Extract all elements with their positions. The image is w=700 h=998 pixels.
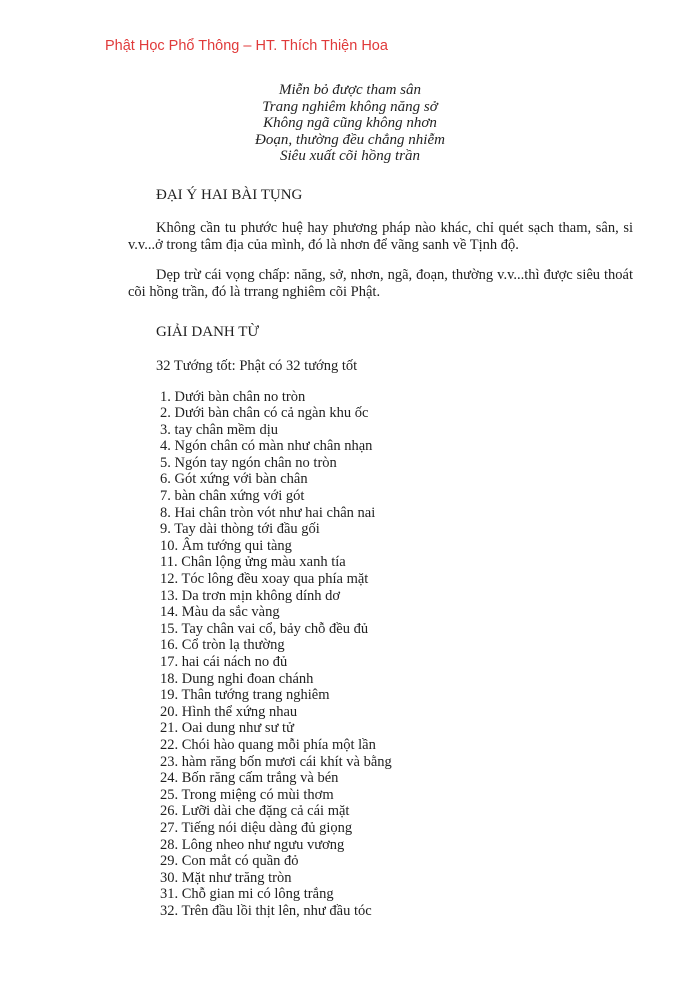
list-item: 9. Tay dài thòng tới đầu gối — [160, 521, 320, 538]
list-item: 17. hai cái nách no đủ — [160, 654, 288, 670]
list-intro: 32 Tướng tốt: Phật có 32 tướng tốt — [156, 357, 358, 374]
list-item: 11. Chân lộng ửng màu xanh tía — [160, 554, 346, 571]
list-item: 21. Oai dung như sư tử — [160, 720, 294, 737]
list-item: 27. Tiếng nói diệu dàng đủ giọng — [160, 819, 353, 836]
document-page — [0, 38, 700, 998]
list-item: 15. Tay chân vai cổ, bảy chỗ đều đủ — [160, 620, 369, 637]
list-item: 20. Hình thể xứng nhau — [160, 703, 298, 720]
list-item: 13. Da trơn mịn không dính dơ — [160, 587, 341, 604]
list-item: 2. Dưới bàn chân có cả ngàn khu ốc — [160, 405, 369, 422]
list-item: 30. Mặt như trăng tròn — [160, 869, 292, 886]
paragraph: Dẹp trừ cái vọng chấp: năng, sở, nhơn, ngã, đoạn, thường v.v...thì được siêu thoát cõi hồng trần, đó là trrang nghiêm cõi Phật. — [128, 266, 633, 300]
verse-line: Không ngã cũng không nhơn — [263, 115, 437, 131]
list-item: 18. Dung nghi đoan chánh — [160, 670, 314, 687]
verse-line: Trang nghiêm không năng sở — [262, 98, 438, 115]
list-item: 26. Lưỡi dài che đặng cả cái mặt — [160, 803, 350, 820]
section-heading-glossary: GIẢI DANH TỪ — [156, 323, 260, 340]
list-item: 29. Con mắt có quần đỏ — [160, 853, 299, 870]
list-item: 10. Âm tướng qui tàng — [160, 537, 292, 554]
list-item: 8. Hai chân tròn vót như hai chân nai — [160, 504, 376, 521]
paragraph: Không cần tu phước huệ hay phương pháp nào khác, chỉ quét sạch tham, sân, si v.v...ở trong tâm địa của mình, đó là nhơn để vãng sanh về Tịnh độ. — [128, 219, 633, 253]
list-item: 1. Dưới bàn chân no tròn — [160, 388, 306, 405]
verse-line: Đoạn, thường đều chẳng nhiễm — [255, 131, 445, 148]
list-item: 7. bàn chân xứng với gót — [160, 488, 305, 505]
list-item: 23. hàm răng bốn mươi cái khít và bằng — [160, 753, 392, 770]
list-item: 4. Ngón chân có màn như chân nhạn — [160, 438, 373, 455]
section-heading-main-idea: ĐẠI Ý HAI BÀI TỤNG — [156, 186, 303, 203]
verse-block — [0, 82, 700, 165]
list-item: 31. Chỗ gian mi có lông trắng — [160, 886, 334, 903]
list-item: 32. Trên đầu lồi thịt lên, như đầu tóc — [160, 902, 372, 919]
verse-line: Miễn bỏ được tham sân — [278, 82, 421, 98]
traits-list — [160, 389, 700, 920]
verse-line: Siêu xuất cõi hồng trần — [280, 148, 420, 164]
list-item: 6. Gót xứng với bàn chân — [160, 471, 308, 488]
list-item: 16. Cổ tròn lạ thường — [160, 637, 285, 654]
list-item: 3. tay chân mềm dịu — [160, 421, 278, 438]
list-item: 25. Trong miệng có mùi thơm — [160, 786, 334, 803]
list-item: 14. Màu da sắc vàng — [160, 604, 280, 621]
list-item: 5. Ngón tay ngón chân no tròn — [160, 454, 337, 471]
list-item: 28. Lông nheo như ngưu vương — [160, 836, 345, 853]
list-item: 19. Thân tướng trang nghiêm — [160, 687, 330, 704]
list-item: 24. Bốn răng cấm trắng và bén — [160, 770, 339, 787]
list-item: 22. Chói hào quang mỗi phía một lần — [160, 736, 376, 753]
document-header-title: Phật Học Phổ Thông – HT. Thích Thiện Hoa — [105, 38, 388, 54]
list-item: 12. Tóc lông đều xoay qua phía mặt — [160, 571, 369, 588]
